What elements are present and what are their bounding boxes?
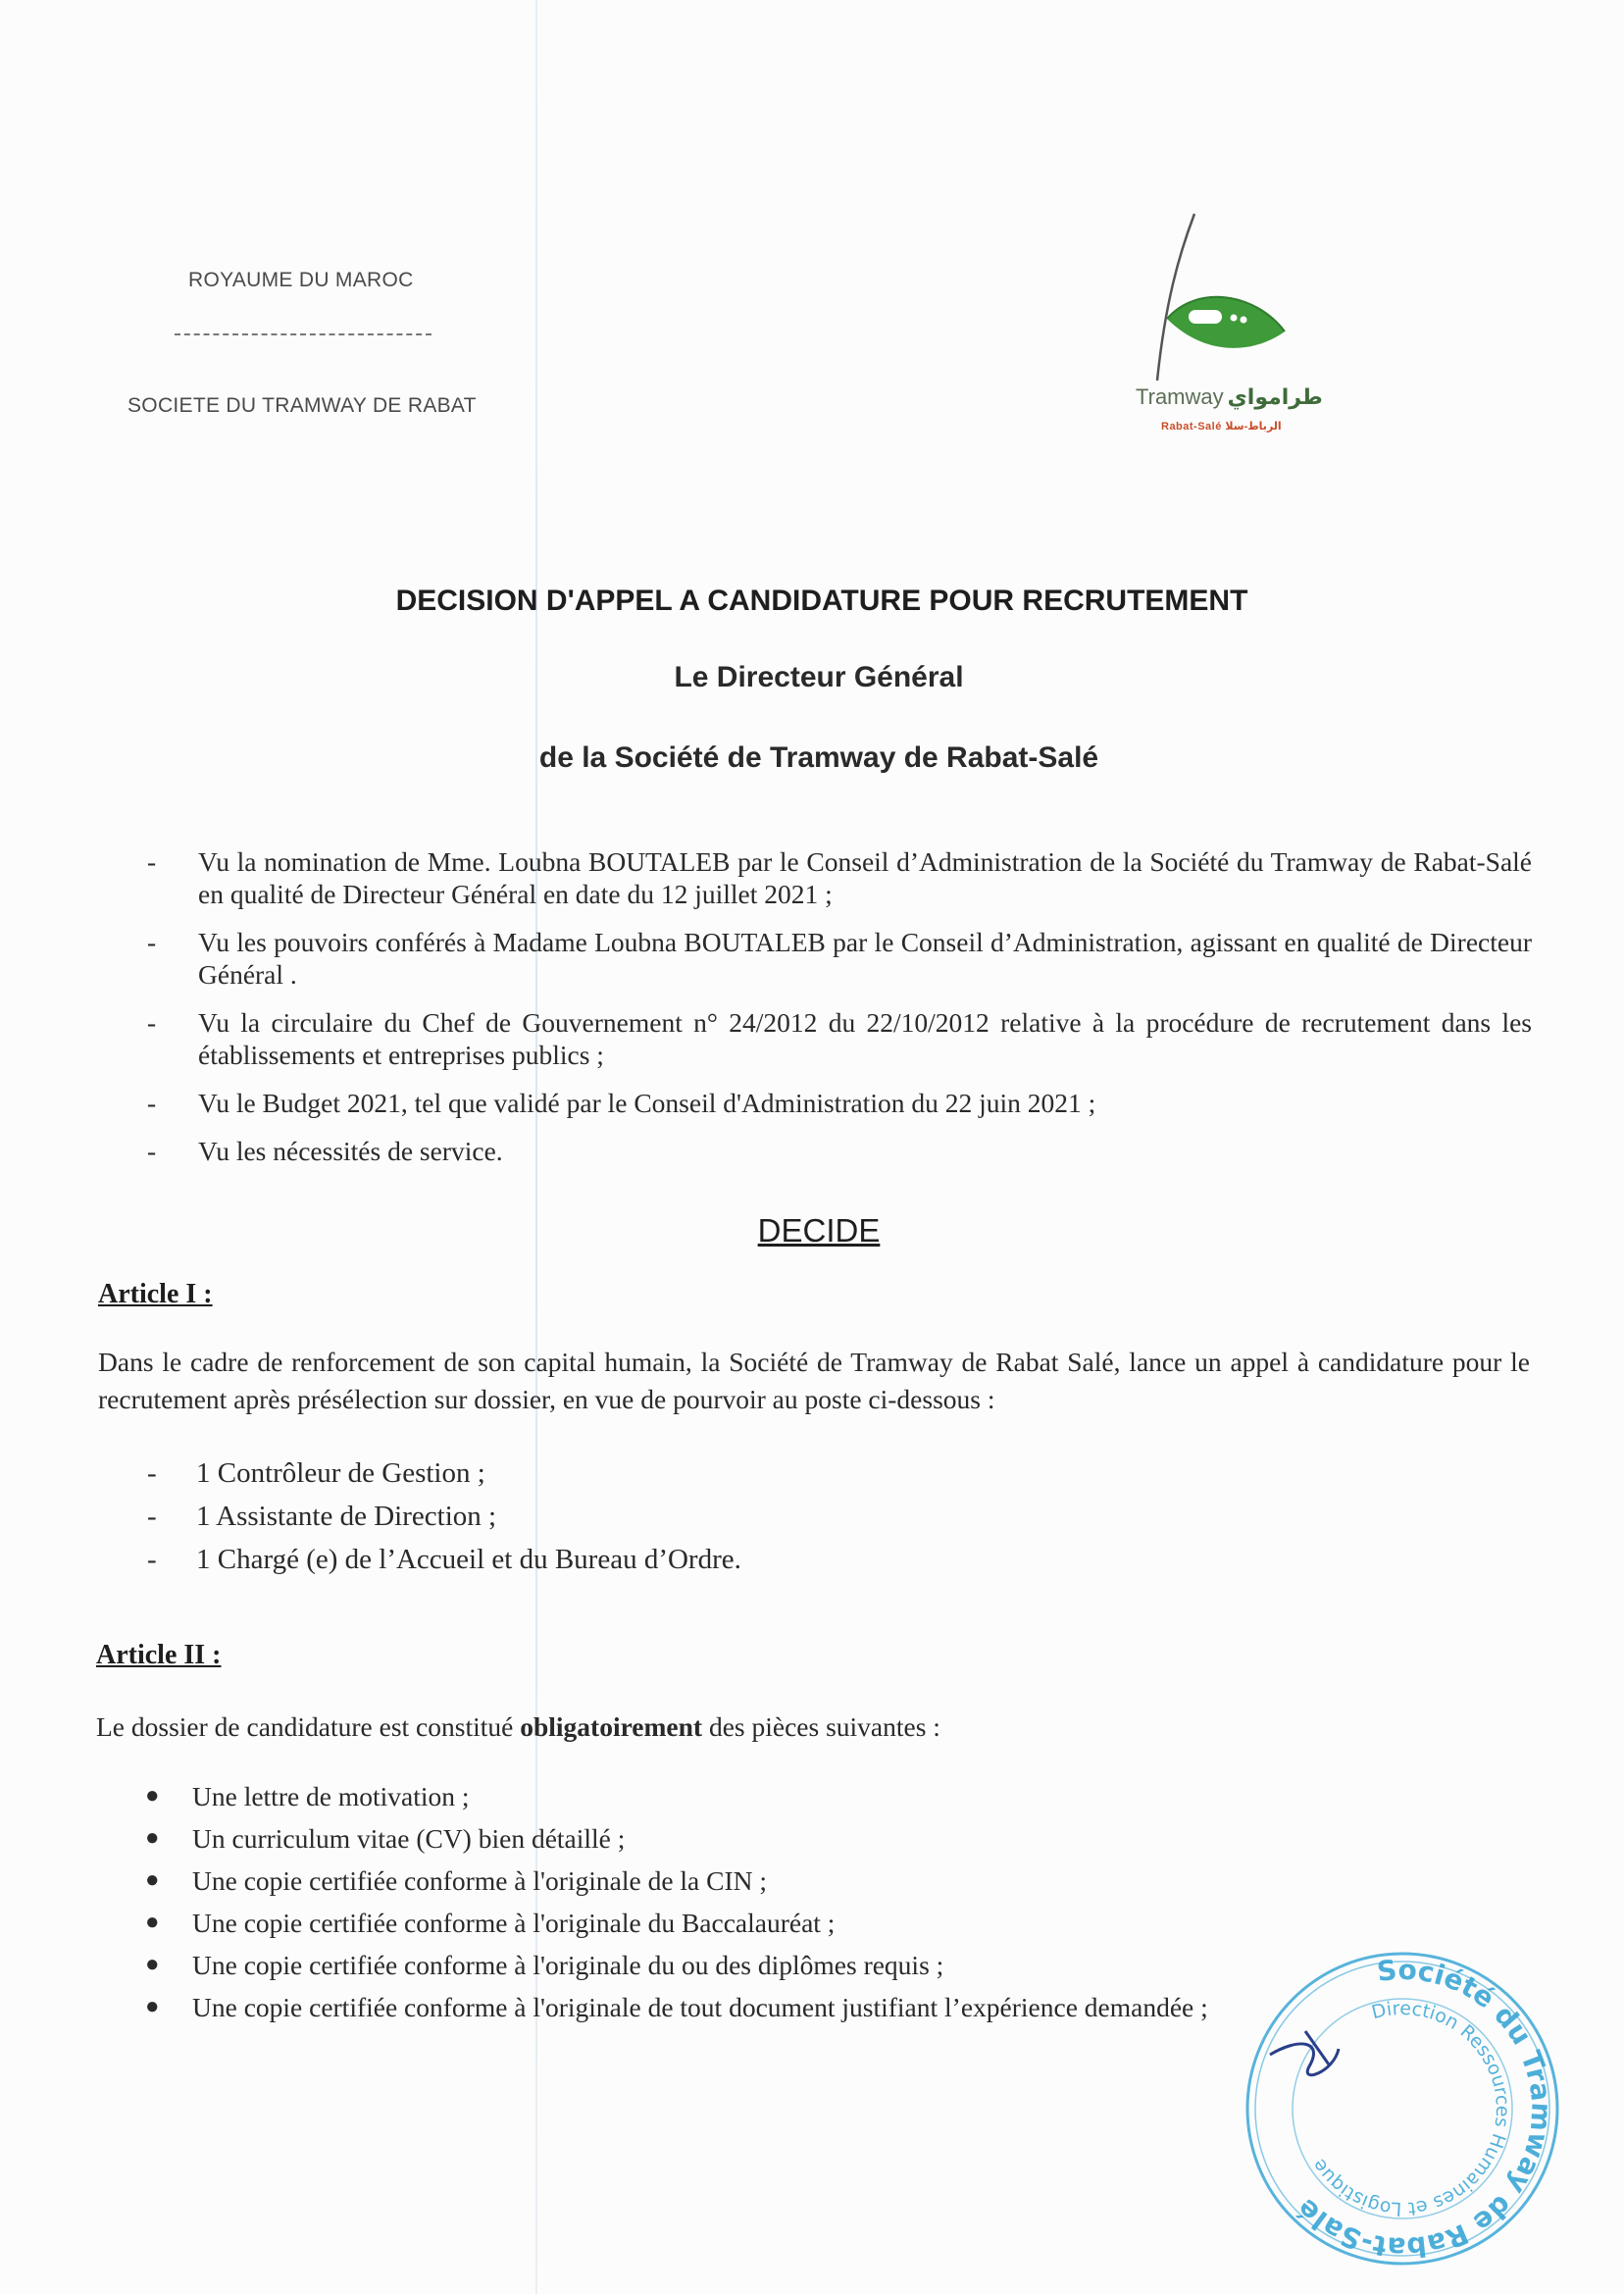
logo-subtitle-latin: Rabat-Salé (1161, 421, 1222, 433)
article-2-text-before: Le dossier de candidature est constitué (96, 1711, 521, 1742)
article-2-heading: Article II : (96, 1640, 222, 1670)
document-text: Une copie certifiée conforme à l'originale de tout document justifiant l’expérience demandée ; (192, 1992, 1208, 2022)
post-text: 1 Assistante de Direction ; (196, 1501, 497, 1532)
bullet-icon: ● (145, 1783, 160, 1809)
list-dash: - (147, 927, 157, 957)
bullet-icon: ● (145, 1952, 160, 1977)
considerations-list (147, 845, 1532, 1183)
consideration-item (147, 845, 1532, 910)
post-item (147, 1495, 741, 1538)
list-dash: - (147, 1544, 157, 1575)
consideration-text: Vu la circulaire du Chef de Gouvernement n° 24/2012 du 22/10/2012 relative à la procédure de recrutement dans les établissements et entreprises publics ; (198, 1007, 1532, 1070)
document-item (145, 1944, 1371, 1986)
article-2-text-bold: obligatoirement (520, 1711, 703, 1742)
header-country: ROYAUME DU MAROC (188, 269, 414, 291)
document-item (145, 1860, 1371, 1902)
article-2-text (96, 1708, 1528, 1746)
consideration-item (147, 1006, 1532, 1071)
decide-heading: DECIDE (757, 1212, 881, 1249)
consideration-text: Vu les pouvoirs conférés à Madame Loubna BOUTALEB par le Conseil d’Administration, agissant en qualité de Directeur Général . (198, 927, 1532, 990)
list-dash: - (147, 846, 157, 877)
header-company: SOCIETE DU TRAMWAY DE RABAT (127, 394, 477, 417)
article-1-heading: Article I : (98, 1279, 213, 1309)
post-text: 1 Chargé (e) de l’Accueil et du Bureau d’Ordre. (196, 1544, 741, 1575)
stamp-outer-text: Société du Tramway de Rabat-Salé (1290, 1953, 1558, 2265)
title-line-1: Le Directeur Général (674, 661, 964, 693)
posts-list (147, 1452, 741, 1581)
post-text: 1 Contrôleur de Gestion ; (196, 1457, 485, 1489)
post-item (147, 1452, 741, 1495)
list-dash: - (147, 1457, 157, 1489)
document-text: Une copie certifiée conforme à l'originale du Baccalauréat ; (192, 1908, 836, 1938)
svg-text:Direction Ressources Humaines (1308, 1998, 1513, 2219)
consideration-text: Vu la nomination de Mme. Loubna BOUTALEB par le Conseil d’Administration de la Société du Tramway de Rabat-Salé en qualité de Directeur Général en date du 12 juillet 2021 ; (198, 846, 1532, 909)
article-2-text-after: des pièces suivantes : (702, 1711, 940, 1742)
document-text: Une copie certifiée conforme à l'originale du ou des diplômes requis ; (192, 1950, 944, 1980)
document-title: DECISION D'APPEL A CANDIDATURE POUR RECRUTEMENT (395, 585, 1248, 617)
document-text: Une copie certifiée conforme à l'originale de la CIN ; (192, 1865, 768, 1896)
document-text: Une lettre de motivation ; (192, 1781, 470, 1811)
document-item (145, 1775, 1371, 1817)
document-item (145, 1902, 1371, 1944)
bullet-icon: ● (145, 1910, 160, 1935)
tramway-logo (1128, 206, 1353, 451)
logo-name-arabic: طرامواي (1227, 384, 1323, 409)
logo-name-latin: Tramway (1136, 384, 1224, 409)
consideration-item (147, 926, 1532, 991)
post-item (147, 1538, 741, 1581)
header-separator (175, 333, 431, 335)
logo-subtitle (1161, 420, 1282, 433)
article-1-text: Dans le cadre de renforcement de son capital humain, la Société de Tramway de Rabat Salé, lance un appel à candidature pour le recrutement après présélection sur dossier, en vue de pourvoir au poste ci-dessous : (98, 1347, 1530, 1414)
documents-list (145, 1775, 1371, 2028)
stamp-inner-text: Direction Ressources Humaines et Logistique (1307, 1997, 1514, 2220)
bullet-icon: ● (145, 1994, 160, 2019)
bullet-icon: ● (145, 1867, 160, 1893)
list-dash: - (147, 1007, 157, 1038)
bullet-icon: ● (145, 1825, 160, 1851)
consideration-item (147, 1087, 1532, 1119)
company-stamp (1241, 1947, 1564, 2270)
consideration-text: Vu les nécessités de service. (198, 1136, 503, 1166)
logo-subtitle-arabic: الرباط-سلا (1225, 421, 1282, 433)
document-text: Un curriculum vitae (CV) bien détaillé ; (192, 1823, 626, 1854)
list-dash: - (147, 1501, 157, 1532)
list-dash: - (147, 1136, 157, 1166)
logo-name (1136, 384, 1323, 410)
consideration-item (147, 1135, 1532, 1167)
document-item (145, 1817, 1371, 1860)
title-line-2: de la Société de Tramway de Rabat-Salé (538, 741, 1099, 774)
consideration-text: Vu le Budget 2021, tel que validé par le Conseil d'Administration du 22 juin 2021 ; (198, 1088, 1096, 1118)
document-item (145, 1986, 1371, 2028)
list-dash: - (147, 1088, 157, 1118)
